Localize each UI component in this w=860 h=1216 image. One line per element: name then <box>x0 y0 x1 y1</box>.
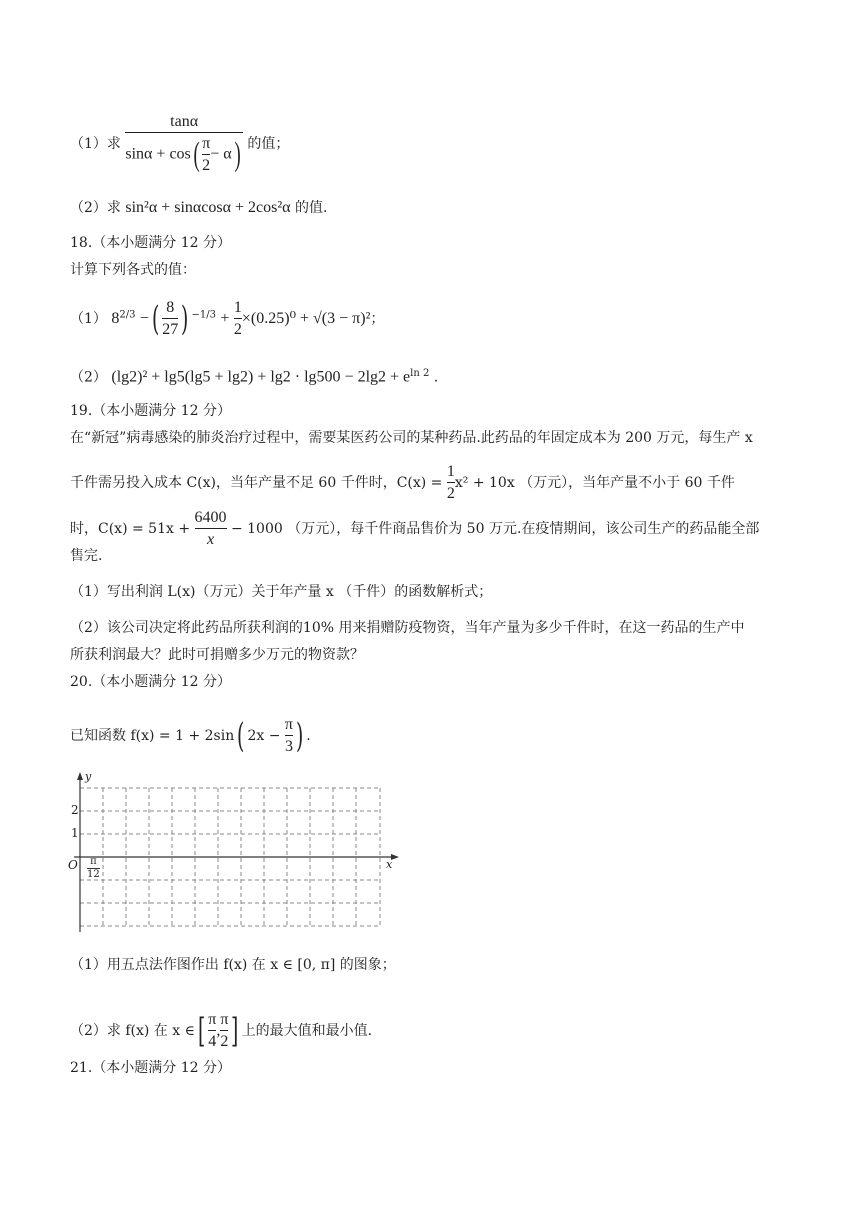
q18-p1-label: （1） <box>70 311 107 327</box>
half-num: 1 <box>233 299 242 316</box>
frac-den: x <box>195 528 227 550</box>
q20-p2-a: （2）求 f(x) 在 x ∈ <box>70 1023 195 1039</box>
q19-part1: （1）写出利润 L(x)（万元）关于年产量 x （千件）的函数解析式； <box>70 584 493 600</box>
q18-p1-base: 8 <box>111 310 120 327</box>
x-axis-label: x <box>386 858 393 871</box>
minus-alpha: − α <box>210 145 232 163</box>
tick-pi-over-12 <box>87 856 100 881</box>
tick-1: 1 <box>71 826 79 840</box>
q19-line1: 在“新冠”病毒感染的肺炎治疗过程中，需要某医药公司的某种药品.此药品的年固定成本为 200 万元，每生产 x <box>70 430 753 446</box>
q20-header: 20.（本小题满分 12 分） <box>70 674 231 690</box>
q19-header: 19.（本小题满分 12 分） <box>70 403 231 419</box>
q17-p1-den-text: sinα + cos <box>125 145 191 163</box>
q19-line2-b: x² + 10x （万元），当年产量不小于 60 千件 <box>454 475 735 491</box>
q17-p1-numerator: tanα <box>170 113 199 130</box>
q20-intro-b: 2x − <box>247 728 281 744</box>
right-paren: ) <box>181 299 189 339</box>
q19-line2 <box>70 462 735 504</box>
four-den: 4 <box>208 1030 216 1052</box>
q17-p2-expression: sin²α + sinαcosα + 2cos²α <box>125 199 291 216</box>
q19-fraction <box>195 508 227 550</box>
frac-den: 27 <box>162 318 178 340</box>
q17-p2-suffix: 的值. <box>295 200 328 216</box>
q20-intro-end: . <box>306 728 311 744</box>
coordinate-grid <box>60 770 405 939</box>
origin-label: O <box>68 858 78 872</box>
left-paren: ( <box>237 716 245 756</box>
frac-num: 8 <box>166 299 175 316</box>
q19-part2-line2: 所获利润最大？此时可捐赠多少万元的物资款？ <box>70 647 364 663</box>
left-bracket: [ <box>197 1011 206 1051</box>
q17-p2-prefix: （2）求 <box>70 200 121 216</box>
left-paren: ( <box>193 136 200 173</box>
q18-p1-exp2: −1/3 <box>191 309 216 321</box>
q18-part1: （1） $8^{2/3}$ −( $\frac{8}{27}$ ) $^{-1/3}$ + $\frac{1}{2}$ ×(0.25)⁰ + √(3 − π)²； <box>70 299 385 339</box>
frac-num: 6400 <box>194 509 227 526</box>
q20-intro <box>70 715 311 757</box>
half-num: 1 <box>446 463 455 480</box>
y-arrow-icon <box>77 772 83 780</box>
grid-svg <box>60 770 405 935</box>
pi-num: π <box>202 135 211 152</box>
q18-p2-end: . <box>433 369 439 386</box>
q17-p1-prefix: （1）求 <box>70 136 121 152</box>
q20-part1: （1）用五点法作图作出 f(x) 在 x ∈ [0, π] 的图象； <box>70 957 396 973</box>
tick-2: 2 <box>71 803 79 817</box>
q20-part2: （2）求 f(x) 在 x ∈[ $\frac{\pi}{4}$ , $\frac{\pi}{2}$ ] 上的最大值和最小值. <box>70 1011 373 1051</box>
q18-header: 18.（本小题满分 12 分） <box>70 235 231 251</box>
tick-12: 12 <box>87 869 100 880</box>
q17-p1-suffix: 的值； <box>247 136 290 152</box>
half-den: 2 <box>447 482 455 504</box>
tick-pi: π <box>90 856 97 867</box>
q21-header: 21.（本小题满分 12 分） <box>70 1060 231 1076</box>
pi-over-2 <box>202 134 210 176</box>
left-paren: ( <box>151 299 160 339</box>
q19-line3-a: 时，C(x) = 51x + <box>70 521 191 537</box>
q17-p1-fraction <box>125 112 243 176</box>
y-axis-label: y <box>85 770 92 783</box>
q20-p2-b: 上的最大值和最小值. <box>241 1023 373 1039</box>
pi-over-3 <box>285 715 293 757</box>
q17-p1-denominator <box>125 132 243 176</box>
q18-p2-exponent: ln 2 <box>410 368 430 379</box>
pi-num: π <box>208 1011 217 1028</box>
q18-p1-end: ； <box>370 311 385 327</box>
pi-num: π <box>284 716 293 733</box>
two-den: 2 <box>220 1030 228 1052</box>
q17-part1 <box>70 112 289 176</box>
three-den: 3 <box>285 735 293 757</box>
q18-p1-fraction <box>162 298 178 340</box>
q18-p2-expression: (lg2)² + lg5(lg5 + lg2) + lg2 · lg500 − 2lg2 + e <box>111 368 411 386</box>
q18-p1-half <box>234 298 242 340</box>
q18-p1-exp1: 2/3 <box>119 309 136 321</box>
q18-part2 <box>70 364 438 388</box>
right-paren: ) <box>234 136 241 173</box>
q19-line2-a: 千件需另投入成本 C(x)，当年产量不足 60 千件时，C(x) = <box>70 475 443 491</box>
q18-p2-label: （2） <box>70 369 107 386</box>
pi-over-2 <box>220 1010 228 1052</box>
q19-half <box>447 462 455 504</box>
q19-line3 <box>70 508 759 550</box>
half-den: 2 <box>234 318 242 340</box>
right-bracket: ] <box>231 1011 239 1051</box>
pi-num: π <box>220 1011 229 1028</box>
q18-p1-rest: ×(0.25)⁰ + √(3 − π)² <box>241 310 371 327</box>
q19-line3-b: − 1000 （万元），每千件商品售价为 50 万元.在疫情期间，该公司生产的药品能全部 <box>230 521 760 537</box>
q19-part2-line1: （2）该公司决定将此药品所获利润的10% 用来捐赠防疫物资，当年产量为多少千件时，在这一药品的生产中 <box>70 620 745 636</box>
right-paren: ) <box>295 716 304 756</box>
q17-part2 <box>70 198 327 218</box>
q18-intro: 计算下列各式的值： <box>70 262 196 278</box>
two-den: 2 <box>202 154 210 176</box>
q20-intro-a: 已知函数 f(x) = 1 + 2sin <box>70 728 235 744</box>
q19-line4: 售完. <box>70 548 103 564</box>
